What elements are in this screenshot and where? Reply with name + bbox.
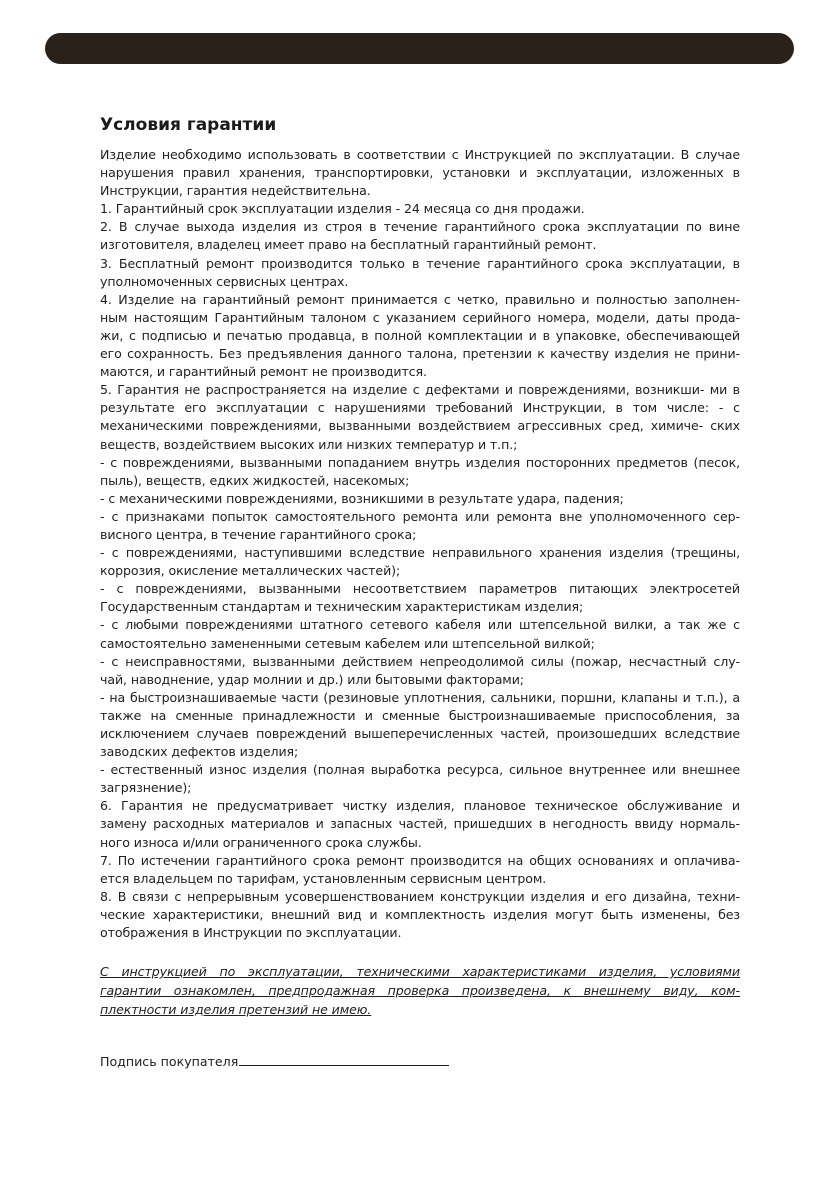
warranty-clause-5: 5. Гарантия не распространяется на изделие с дефектами и повреждениями, возникши- ми в результате его эксплуатации с нарушениями требований Инструкции, в том числе: - с механическими повреждениями, вызванными воздействием агрессивных сред, химиче- ских веществ, воздействием высоких или низких температур и т.п.; <box>100 382 740 452</box>
warranty-clause-2: 2. В случае выхода изделия из строя в течение гарантийного срока эксплуатации по вине изготовителя, владелец имеет право на бесплатный гарантийный ремонт. <box>100 219 740 253</box>
intro-paragraph: Изделие необходимо использовать в соответствии с Инструкцией по эксплуатации. В случае нарушения правил хранения, транспортировки, установки и эксплуатации, изложенных в Инструкции, гарантия недействительна. <box>100 147 740 199</box>
warranty-clause-7: 7. По истечении гарантийного срока ремонт производится на общих основаниях и оплачива- ется владельцем по тарифам, установленным сервисным центром. <box>100 852 740 886</box>
signature-line <box>239 1052 449 1066</box>
header-bar <box>45 33 794 64</box>
exclusion-item: - на быстроизнашиваемые части (резиновые уплотнения, сальники, поршни, клапаны и т.п.), а также на сменные принадлежности и сменные быстроизнашиваемые приспособления, за исключением случаев повреждений вышеперечисленных частей, произошедших вследствие заводских дефектов изделия; <box>100 689 740 760</box>
page-title: Условия гарантии <box>100 115 277 135</box>
signature-label: Подпись покупателя <box>100 1054 239 1069</box>
acknowledgement-note: С инструкцией по эксплуатации, техническими характеристиками изделия, условиями гарантии ознакомлен, предпродажная проверка произведена, к внешнему виду, ком- плектности изделия претензий не имею. <box>100 964 740 1018</box>
exclusion-item: - с повреждениями, вызванными попаданием внутрь изделия посторонних предметов (песок, пыль), веществ, едких жидкостей, насекомых; <box>100 454 740 488</box>
exclusion-item: - с любыми повреждениями штатного сетевого кабеля или штепсельной вилки, а так же с самостоятельно замененными сетевым кабелем или штепсельной вилкой; <box>100 617 740 651</box>
exclusion-item: - естественный износ изделия (полная выработка ресурса, сильное внутреннее или внешнее загрязнение); <box>100 762 740 796</box>
exclusion-item: - с признаками попыток самостоятельного ремонта или ремонта вне уполномоченного сер- висного центра, в течение гарантийного срока; <box>100 508 740 542</box>
warranty-clause-6: 6. Гарантия не предусматривает чистку изделия, плановое техническое обслуживание и замену расходных материалов и запасных частей, пришедших в негодность ввиду нормаль- ного износа и/или ограниченного срока службы. <box>100 798 740 850</box>
warranty-clause-4: 4. Изделие на гарантийный ремонт принимается с четко, правильно и полностью заполнен- ным настоящим Гарантийным талоном с указанием серийного номера, модели, даты прода- жи, с подписью и печатью продавца, в полной комплектации и в упаковке, обеспечивающей его сохранность. Без предъявления данного талона, претензии к качеству изделия не прини- маются, и гарантийный ремонт не производится. <box>100 291 740 380</box>
exclusion-item: - с повреждениями, вызванными несоответствием параметров питающих электросетей Государственным стандартам и техническим характеристикам изделия; <box>100 581 740 615</box>
exclusion-item: - с повреждениями, наступившими вследствие неправильного хранения изделия (трещины, коррозия, окисление металлических частей); <box>100 545 740 579</box>
warranty-clause-3: 3. Бесплатный ремонт производится только в течение гарантийного срока эксплуатации, в уполномоченных сервисных центрах. <box>100 255 740 289</box>
exclusion-item: - с механическими повреждениями, возникшими в результате удара, падения; <box>100 490 624 506</box>
signature-block <box>100 1052 449 1071</box>
exclusion-item: - с неисправностями, вызванными действием непреодолимой силы (пожар, несчастный слу- чай, наводнение, удар молнии и др.) или бытовыми факторами; <box>100 653 740 687</box>
warranty-section <box>100 114 740 1032</box>
warranty-clause-1: 1. Гарантийный срок эксплуатации изделия - 24 месяца со дня продажи. <box>100 201 585 217</box>
warranty-clause-8: 8. В связи с непрерывным усовершенствованием конструкции изделия и его дизайна, техни- ческие характеристики, внешний вид и комплектность изделия могут быть изменены, без отображения в Инструкции по эксплуатации. <box>100 888 740 941</box>
